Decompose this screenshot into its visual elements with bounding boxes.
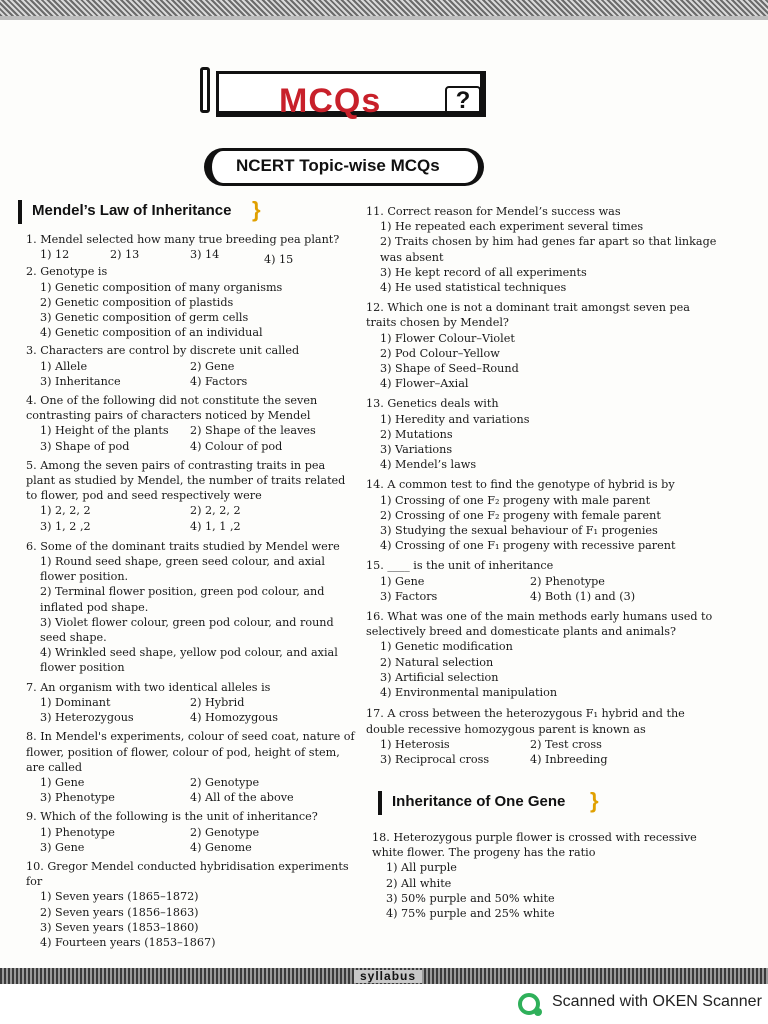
option: 2) Terminal flower position, green pod colour, and inflated pod shape.: [40, 585, 325, 614]
page-title: MCQs: [279, 82, 382, 120]
option: 4) Flower–Axial: [380, 377, 469, 391]
question-10: [26, 859, 356, 950]
question-stem: 10. Gregor Mendel conducted hybridisation experiments for: [26, 859, 349, 889]
option: 4) Genetic composition of an individual: [40, 326, 263, 340]
option: 4) Both (1) and (3): [530, 589, 636, 603]
question-stem: 3. Characters are control by discrete unit called: [26, 344, 300, 358]
option: 2) Traits chosen by him had genes far apart so that linkage was absent: [380, 235, 717, 264]
question-1: [26, 232, 356, 267]
option: 1) All purple: [386, 861, 457, 875]
option: 1) Height of the plants: [40, 424, 169, 438]
subtitle-pill: [204, 148, 484, 186]
option: 1) Allele: [40, 359, 88, 373]
question-stem: 5. Among the seven pairs of contrasting traits in pea plant as studied by Mendel, the number of traits related to flower, pod and seed respectively were: [26, 458, 346, 503]
option: 4) Environmental manipulation: [380, 686, 558, 700]
question-stem: 16. What was one of the main methods early humans used to selectively breed and domesticate plants and animals?: [366, 610, 713, 639]
question-13: [366, 396, 720, 472]
question-12: [366, 300, 720, 391]
left-column: [26, 232, 356, 950]
option: 3) 1, 2 ,2: [40, 519, 91, 533]
section-title: Mendel’s Law of Inheritance: [32, 202, 232, 219]
option: 4) 75% purple and 25% white: [386, 907, 555, 921]
section-bar: [378, 791, 382, 815]
question-4: [26, 393, 356, 454]
right-column: [366, 204, 720, 767]
question-stem: 15. ____ is the unit of inheritance: [366, 559, 554, 573]
option: 2) Gene: [190, 359, 235, 373]
question-3: [26, 343, 356, 389]
right-column-lower: [372, 830, 726, 921]
footer-label: syllabus: [354, 970, 422, 983]
option: 2) Test cross: [530, 737, 602, 751]
question-15: [366, 558, 720, 604]
question-8: [26, 729, 356, 805]
option: 4) 1, 1 ,2: [190, 519, 241, 533]
option: 3) 14: [190, 248, 220, 262]
option: 4) Mendel’s laws: [380, 458, 477, 472]
option: 1) Crossing of one F₂ progeny with male parent: [380, 493, 651, 507]
option: 3) Artificial selection: [380, 670, 499, 684]
option: 4) He used statistical techniques: [380, 281, 567, 295]
question-14: [366, 477, 720, 553]
option: 2) Genetic composition of plastids: [40, 295, 234, 309]
option: 3) He kept record of all experiments: [380, 265, 587, 279]
banner-box: [216, 71, 486, 120]
option: 1) He repeated each experiment several times: [380, 220, 644, 234]
option: 4) Inbreeding: [530, 752, 608, 766]
option: 1) Gene: [40, 775, 85, 789]
question-16: [366, 609, 720, 700]
question-18: [372, 830, 726, 921]
option: 2) Hybrid: [190, 695, 245, 709]
question-9: [26, 809, 356, 855]
oken-logo-icon: [518, 993, 540, 1015]
question-stem: 18. Heterozygous purple flower is crossed with recessive white flower. The progeny has the ratio: [372, 831, 697, 860]
option: 3) Shape of Seed–Round: [380, 362, 519, 376]
scanner-watermark: Scanned with OKEN Scanner: [552, 993, 762, 1010]
option: 2) Genotype: [190, 825, 260, 839]
question-5: [26, 458, 356, 534]
option: 3) Studying the sexual behaviour of F₁ progenies: [380, 524, 658, 538]
option: 4) Crossing of one F₁ progeny with recessive parent: [380, 539, 676, 553]
mcqs-banner: [200, 67, 490, 125]
option: 2) All white: [386, 876, 452, 890]
question-7: [26, 680, 356, 726]
question-17: [366, 706, 720, 767]
section-heading-one-gene: [392, 788, 599, 813]
option: 3) Heterozygous: [40, 711, 134, 725]
option: 2) Natural selection: [380, 655, 494, 669]
option: 1) Dominant: [40, 695, 111, 709]
section-bar: [18, 200, 22, 224]
option: 3) Inheritance: [40, 374, 121, 388]
option: 3) Reciprocal cross: [380, 752, 490, 766]
option: 3) Gene: [40, 840, 85, 854]
brace-icon: }: [590, 788, 599, 813]
question-stem: 11. Correct reason for Mendel’s success was: [366, 205, 621, 218]
question-stem: 9. Which of the following is the unit of inheritance?: [26, 810, 318, 824]
option: 2) 2, 2, 2: [190, 504, 241, 518]
question-stem: 1. Mendel selected how many true breeding pea plant?: [26, 233, 340, 246]
top-border: [0, 0, 768, 16]
section-heading-mendel: [32, 197, 261, 222]
option: 3) Genetic composition of germ cells: [40, 311, 249, 325]
option: 3) Variations: [380, 443, 453, 457]
question-stem: 13. Genetics deals with: [366, 397, 499, 411]
section-title: Inheritance of One Gene: [392, 793, 566, 810]
option: 1) Round seed shape, green seed colour, and axial flower position.: [40, 555, 325, 584]
option: 3) Phenotype: [40, 791, 115, 805]
option: 4) Colour of pod: [190, 439, 283, 453]
question-stem: 7. An organism with two identical alleles is: [26, 680, 271, 694]
option: 3) Violet flower colour, green pod colour, and round seed shape.: [40, 615, 334, 645]
option: 1) Flower Colour–Violet: [380, 331, 515, 345]
option: 3) 50% purple and 50% white: [386, 891, 555, 905]
option: 1) Genetic composition of many organisms: [40, 280, 283, 294]
option: 1) Seven years (1865–1872): [40, 890, 199, 904]
option: 2) 13: [110, 248, 140, 262]
option: 4) Factors: [190, 374, 248, 388]
option: 1) Genetic modification: [380, 640, 513, 654]
option: 2) Crossing of one F₂ progeny with female parent: [380, 508, 661, 522]
option: 2) Pod Colour–Yellow: [380, 346, 500, 360]
option: 2) Seven years (1856–1863): [40, 905, 199, 919]
option: 1) Heredity and variations: [380, 412, 530, 426]
banner-left-bar: [200, 67, 210, 113]
question-stem: 8. In Mendel's experiments, colour of seed coat, nature of flower, position of flower, colour of pod, height of stem, are called: [26, 730, 355, 774]
option: 4) Fourteen years (1853–1867): [40, 935, 216, 949]
brace-icon: }: [252, 197, 261, 222]
option: 2) Mutations: [380, 427, 453, 441]
question-11: [366, 204, 720, 295]
option: 2) Shape of the leaves: [190, 424, 316, 438]
option: 2) Phenotype: [530, 574, 605, 588]
question-6: [26, 539, 356, 676]
question-stem: 2. Genotype is: [26, 265, 108, 279]
option: 4) 15: [264, 253, 294, 267]
page-subtitle: NCERT Topic-wise MCQs: [236, 156, 440, 175]
option: 1) Heterosis: [380, 737, 450, 751]
option: 4) Homozygous: [190, 711, 278, 725]
option: 4) Genome: [190, 840, 252, 854]
option: 1) 12: [40, 248, 70, 262]
question-stem: 12. Which one is not a dominant trait amongst seven pea traits chosen by Mendel?: [366, 301, 690, 330]
question-stem: 14. A common test to find the genotype of hybrid is by: [366, 478, 675, 492]
question-2: [26, 264, 356, 340]
question-icon: ?: [445, 86, 481, 116]
option: 3) Factors: [380, 589, 438, 603]
option: 3) Shape of pod: [40, 439, 130, 453]
option: 4) All of the above: [190, 791, 294, 805]
option: 1) Gene: [380, 574, 425, 588]
question-stem: 6. Some of the dominant traits studied by Mendel were: [26, 539, 340, 553]
option: 1) 2, 2, 2: [40, 504, 91, 518]
option: 4) Wrinkled seed shape, yellow pod colour, and axial flower position: [40, 646, 338, 675]
option: 2) Genotype: [190, 775, 260, 789]
option: 1) Phenotype: [40, 825, 115, 839]
question-stem: 17. A cross between the heterozygous F₁ hybrid and the double recessive homozygous parent is known as: [366, 707, 685, 736]
question-stem: 4. One of the following did not constitute the seven contrasting pairs of characters noticed by Mendel: [26, 394, 318, 423]
option: 3) Seven years (1853–1860): [40, 920, 199, 934]
